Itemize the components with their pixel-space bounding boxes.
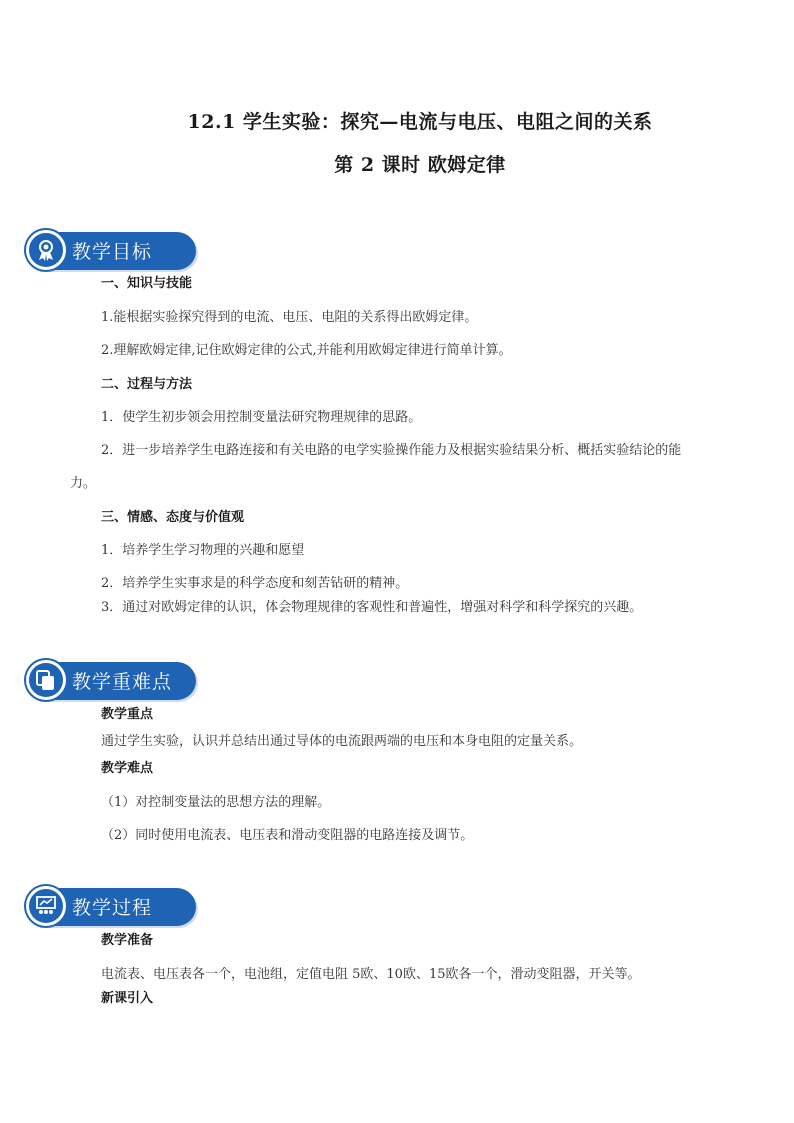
banner-label: 教学重难点 — [72, 671, 173, 693]
section-heading: 一、知识与技能 — [101, 276, 193, 291]
page-title: 12.1 学生实验：探究—电流与电压、电阻之间的关系 — [187, 111, 653, 133]
section-heading: 教学难点 — [101, 761, 154, 776]
list-item: 2．进一步培养学生电路连接和有关电路的电学实验操作能力及根据实验结果分析、概括实验结论的能 — [101, 443, 682, 458]
paragraph: 通过学生实验，认识并总结出通过导体的电流跟两端的电压和本身电阻的定量关系。 — [101, 734, 583, 749]
list-item: 3．通过对欧姆定律的认识，体会物理规律的客观性和普遍性，增强对科学和科学探究的兴趣。 — [101, 600, 643, 615]
list-item: 2.理解欧姆定律,记住欧姆定律的公式,并能利用欧姆定律进行简单计算。 — [101, 343, 512, 358]
documents-icon — [26, 660, 66, 700]
page-subtitle: 第 2 课时 欧姆定律 — [334, 154, 506, 176]
section-heading: 二、过程与方法 — [101, 377, 193, 392]
section-heading: 三、情感、态度与价值观 — [101, 510, 245, 525]
section-heading: 教学准备 — [101, 933, 154, 948]
award-icon — [26, 230, 66, 270]
list-item: 2．培养学生实事求是的科学态度和刻苦钻研的精神。 — [101, 576, 409, 591]
list-item: 1．培养学生学习物理的兴趣和愿望 — [101, 543, 305, 558]
list-item: （1）对控制变量法的思想方法的理解。 — [101, 795, 331, 810]
banner-label: 教学过程 — [72, 897, 153, 919]
paragraph: 电流表、电压表各一个，电池组，定值电阻 5欧、10欧、15欧各一个，滑动变阻器，开关等。 — [101, 967, 641, 982]
section-heading: 教学重点 — [101, 707, 154, 722]
list-item: （2）同时使用电流表、电压表和滑动变阻器的电路连接及调节。 — [101, 828, 474, 843]
list-item: 力。 — [70, 476, 97, 491]
presentation-icon — [26, 886, 66, 926]
banner-label: 教学目标 — [72, 241, 153, 263]
list-item: 1.能根据实验探究得到的电流、电压、电阻的关系得出欧姆定律。 — [101, 310, 478, 325]
section-heading: 新课引入 — [101, 991, 154, 1006]
list-item: 1．使学生初步领会用控制变量法研究物理规律的思路。 — [101, 410, 422, 425]
